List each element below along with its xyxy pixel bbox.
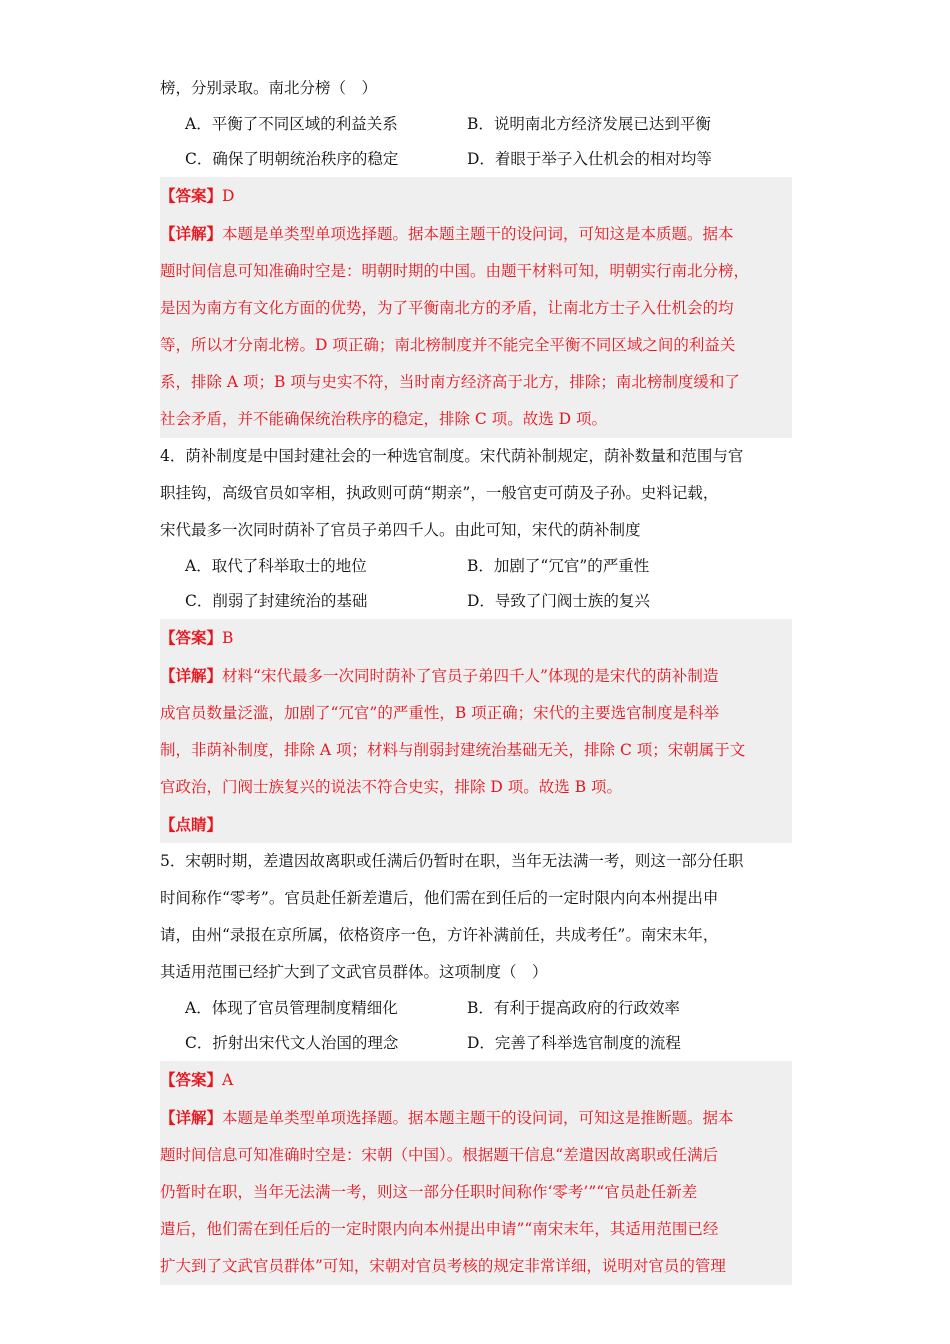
explain-label: 【详解】	[160, 224, 223, 243]
q5-option-c[interactable]: C．折射出宋代文人治国的理念	[185, 1034, 399, 1052]
q5-options-row-1	[160, 991, 792, 1026]
answer-label: 【答案】	[160, 1070, 223, 1089]
q5-explain-line: 扩大到了文武官员群体”可知，宋朝对官员考核的规定非常详细，说明对官员的管理	[160, 1257, 726, 1275]
content-column	[160, 70, 792, 1285]
q4-option-a[interactable]: A．取代了科举取士的地位	[185, 557, 367, 575]
q4-explain-line: 制，非荫补制度，排除 A 项；材料与削弱封建统治基础无关，排除 C 项；宋朝属于文	[160, 741, 746, 759]
q3-stem-tail: 榜，分别录取。南北分榜（ ）	[160, 79, 378, 97]
q5-explain-line: 仍暂时在职，当年无法满一考，则这一部分任职时间称作‘零考’”“官员赴任新差	[160, 1183, 698, 1201]
explain-text: 本题是单类型单项选择题。据本题主题干的设问词，可知这是推断题。据本	[222, 1109, 734, 1127]
q4-option-c[interactable]: C．削弱了封建统治的基础	[185, 592, 368, 610]
answer-value: B	[222, 629, 234, 647]
q4-answer-block	[160, 619, 792, 843]
explain-label: 【详解】	[160, 666, 223, 685]
q5-stem-line: 其适用范围已经扩大到了文武官员群体。这项制度（ ）	[160, 963, 548, 981]
q3-option-b[interactable]: B．说明南北方经济发展已达到平衡	[467, 115, 711, 133]
answer-value: A	[222, 1071, 234, 1089]
q3-explain-line: 系，排除 A 项；B 项与史实不符，当时南方经济高于北方，排除；南北榜制度缓和了	[160, 373, 740, 391]
q3-explain-line	[160, 215, 792, 253]
q3-explain-line: 是因为南方有文化方面的优势，为了平衡南北方的矛盾，让南北方士子入仕机会的均	[160, 299, 734, 317]
q4-stem-line: 职挂钩，高级官员如宰相，执政则可荫“期亲”，一般官吏可荫及子孙。史料记载，	[160, 484, 719, 502]
q4-stem-line: 4．荫补制度是中国封建社会的一种选官制度。宋代荫补制规定，荫补数量和范围与官	[160, 447, 744, 465]
explain-text: 本题是单类型单项选择题。据本题主题干的设问词，可知这是本质题。据本	[222, 225, 734, 243]
q3-option-a[interactable]: A．平衡了不同区域的利益关系	[185, 115, 398, 133]
q5-stem-line: 时间称作“零考”。官员赴任新差遣后，他们需在到任后的一定时限内向本州提出申	[160, 889, 719, 907]
answer-label: 【答案】	[160, 186, 223, 205]
q5-option-a[interactable]: A．体现了官员管理制度精细化	[185, 999, 398, 1017]
q4-options-row-2	[160, 584, 792, 619]
explain-text: 材料“宋代最多一次同时荫补了官员子弟四千人”体现的是宋代的荫补制造	[222, 667, 719, 685]
answer-value: D	[222, 187, 235, 205]
q3-answer-block	[160, 177, 792, 438]
q4-options-row-1	[160, 549, 792, 584]
q4-explain-line	[160, 657, 792, 695]
q4-option-d[interactable]: D．导致了门阀士族的复兴	[467, 592, 650, 610]
q4-note-label: 【点睛】	[160, 815, 223, 834]
q5-explain-line: 遣后，他们需在到任后的一定时限内向本州提出申请”“南宋末年，其适用范围已经	[160, 1220, 719, 1238]
q5-option-b[interactable]: B．有利于提高政府的行政效率	[467, 999, 680, 1017]
q3-options-row-2	[160, 142, 792, 177]
q5-option-d[interactable]: D．完善了科举选官制度的流程	[467, 1034, 681, 1052]
q3-explain-line: 等，所以才分南北榜。D 项正确；南北榜制度并不能完全平衡不同区域之间的利益关	[160, 336, 736, 354]
q5-explain-line: 题时间信息可知准确时空是：宋朝（中国）。根据题干信息“差遣因故离职或任满后	[160, 1146, 719, 1164]
q5-stem-line: 5．宋朝时期，差遣因故离职或任满后仍暂时在职，当年无法满一考，则这一部分任职	[160, 852, 744, 870]
q5-stem-line: 请，由州“录报在京所属，依格资序一色，方许补满前任，共成考任”。南宋末年，	[160, 926, 719, 944]
q5-explain-line	[160, 1099, 792, 1137]
q3-option-c[interactable]: C．确保了明朝统治秩序的稳定	[185, 150, 399, 168]
q3-options-row-1	[160, 107, 792, 142]
explain-label: 【详解】	[160, 1108, 223, 1127]
q3-explain-line: 题时间信息可知准确时空是：明朝时期的中国。由题干材料可知，明朝实行南北分榜，	[160, 262, 750, 280]
q5-answer	[160, 1061, 792, 1099]
q5-answer-block	[160, 1061, 792, 1285]
q3-answer	[160, 177, 792, 215]
answer-label: 【答案】	[160, 628, 223, 647]
q4-stem-line: 宋代最多一次同时荫补了官员子弟四千人。由此可知，宋代的荫补制度	[160, 521, 641, 539]
q4-answer	[160, 619, 792, 657]
q3-option-d[interactable]: D．着眼于举子入仕机会的相对均等	[467, 150, 712, 168]
q4-explain-line: 官政治，门阀士族复兴的说法不符合史实，排除 D 项。故选 B 项。	[160, 778, 623, 796]
q5-options-row-2	[160, 1026, 792, 1061]
q3-explain-line: 社会矛盾，并不能确保统治秩序的稳定，排除 C 项。故选 D 项。	[160, 410, 607, 428]
q4-explain-line: 成官员数量泛滥，加剧了“冗官”的严重性，B 项正确；宋代的主要选官制度是科举	[160, 704, 720, 722]
q4-option-b[interactable]: B．加剧了“冗官”的严重性	[467, 557, 650, 575]
